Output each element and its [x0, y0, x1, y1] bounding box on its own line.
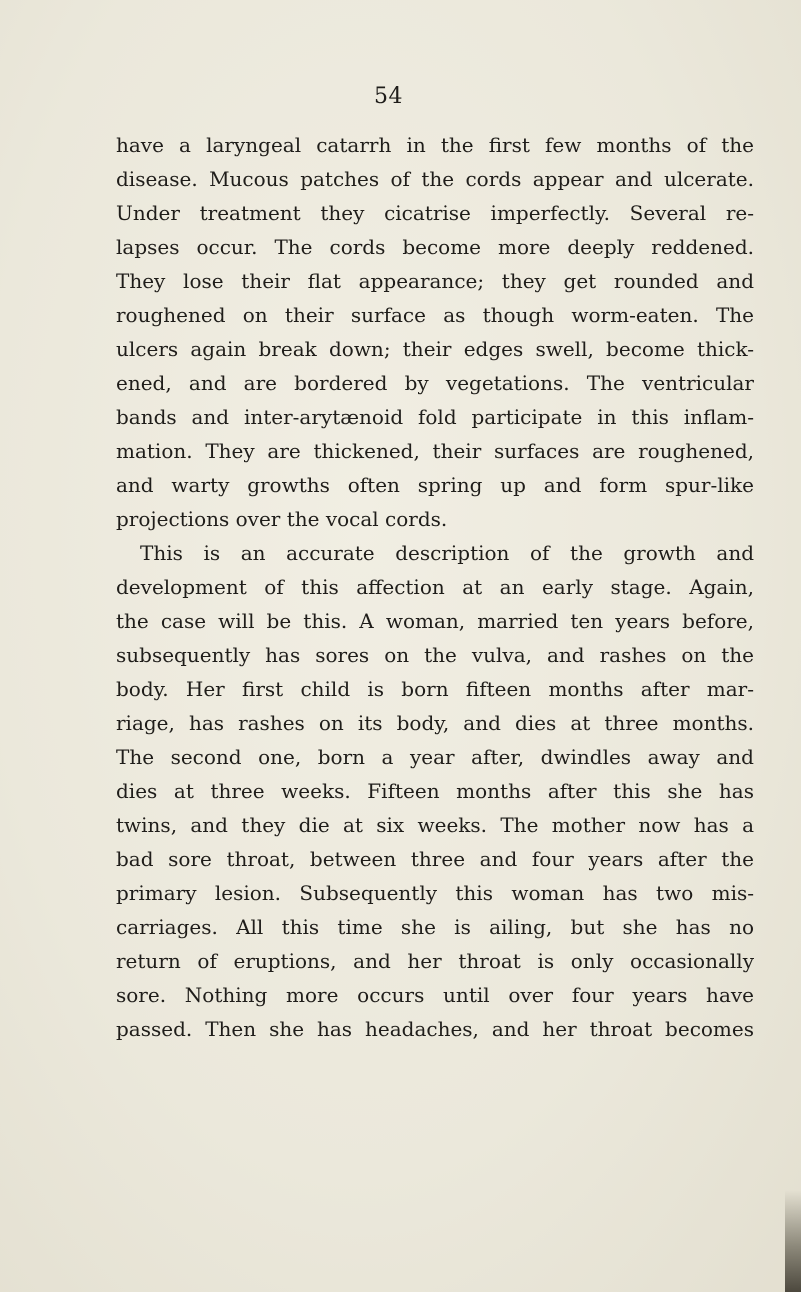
text-line: Under treatment they cicatrise imperfectly. Several re-: [116, 201, 754, 225]
page-edge-shadow: [785, 1190, 801, 1292]
body-text: [116, 128, 754, 1046]
text-line: primary lesion. Subsequently this woman has two mis-: [116, 881, 754, 905]
text-line: development of this affection at an early stage. Again,: [116, 575, 754, 599]
text-line: passed. Then she has headaches, and her throat becomes: [116, 1017, 754, 1041]
text-line: the case will be this. A woman, married ten years before,: [116, 609, 754, 633]
text-line: disease. Mucous patches of the cords appear and ulcerate.: [116, 167, 754, 191]
text-line: dies at three weeks. Fifteen months after this she has: [116, 779, 754, 803]
text-line: carriages. All this time she is ailing, but she has no: [116, 915, 754, 939]
text-line: lapses occur. The cords become more deeply reddened.: [116, 235, 754, 259]
text-line: They lose their flat appearance; they get rounded and: [116, 269, 754, 293]
text-line: body. Her first child is born fifteen months after mar-: [116, 677, 754, 701]
text-line: mation. They are thickened, their surfaces are roughened,: [116, 439, 754, 463]
text-line: sore. Nothing more occurs until over four years have: [116, 983, 754, 1007]
text-line: bad sore throat, between three and four years after the: [116, 847, 754, 871]
text-line: and warty growths often spring up and form spur-like: [116, 473, 754, 497]
text-line: subsequently has sores on the vulva, and rashes on the: [116, 643, 754, 667]
page-number: 54: [374, 84, 403, 109]
text-line: return of eruptions, and her throat is only occasionally: [116, 949, 754, 973]
text-line: twins, and they die at six weeks. The mother now has a: [116, 813, 754, 837]
text-line: The second one, born a year after, dwindles away and: [116, 745, 754, 769]
text-line: ulcers again break down; their edges swell, become thick-: [116, 337, 754, 361]
text-line: roughened on their surface as though worm-eaten. The: [116, 303, 754, 327]
text-line: riage, has rashes on its body, and dies at three months.: [116, 711, 754, 735]
text-line: have a laryngeal catarrh in the first few months of the: [116, 133, 754, 157]
text-line: ened, and are bordered by vegetations. The ventricular: [116, 371, 754, 395]
text-line: projections over the vocal cords.: [116, 507, 448, 531]
text-line: bands and inter-arytænoid fold participate in this inflam-: [116, 405, 754, 429]
text-line: This is an accurate description of the growth and: [140, 541, 754, 565]
